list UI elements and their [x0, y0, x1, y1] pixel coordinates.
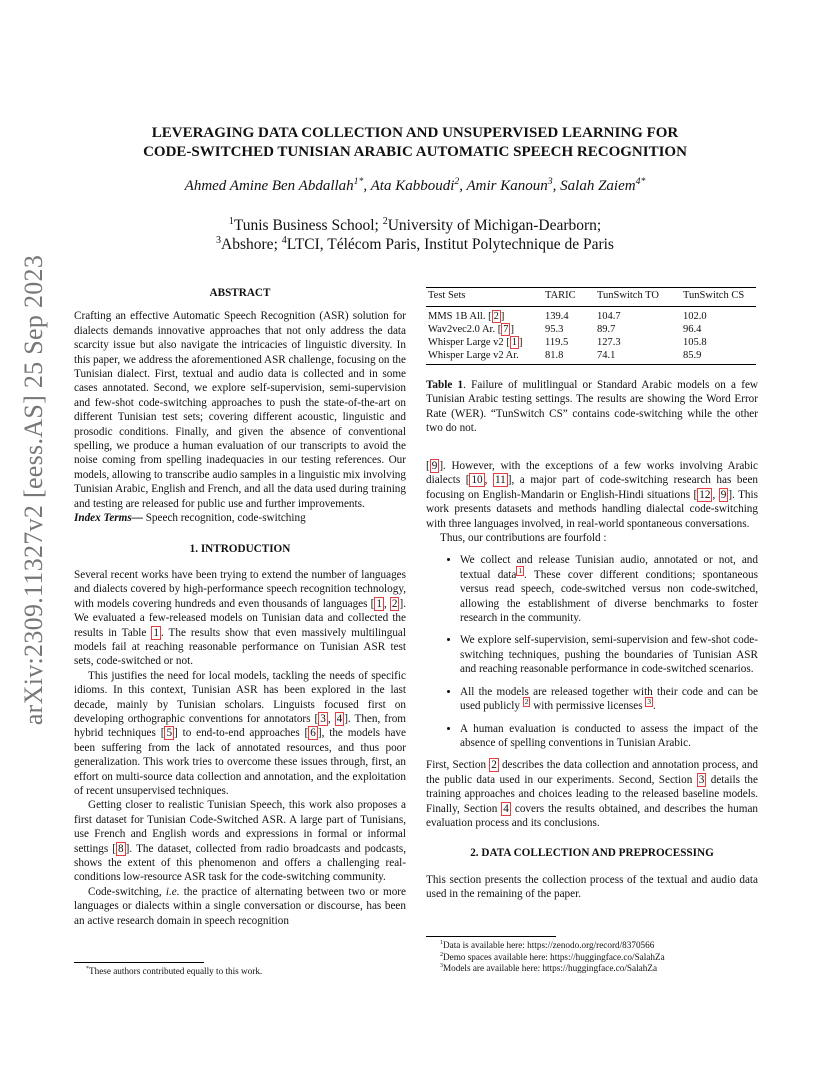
affiliation-name: University of Michigan-Dearborn;	[387, 217, 602, 234]
affiliation-mark: 1	[228, 215, 234, 227]
footnote-link[interactable]: 2	[524, 698, 529, 707]
footnote-rule	[426, 936, 556, 937]
author-mark: 3	[547, 176, 553, 187]
section-2-heading: 2. DATA COLLECTION AND PREPROCESSING	[470, 847, 714, 860]
author-list: Ahmed Amine Ben Abdallah$^{1*}$, Ata Kabboudi$^2$, Amir Kanoun$^3$, Salah Zaiem$^{4*}$	[184, 176, 646, 194]
wer-cell: 95.3	[545, 324, 564, 335]
wer-cell: 96.4	[683, 324, 702, 335]
citation-link[interactable]: 6	[310, 727, 316, 740]
footnote-3: $^3$Models are available here: https://huggingface.co/SalahZa	[440, 962, 658, 973]
wer-cell: 81.8	[543, 349, 595, 365]
index-terms	[74, 511, 406, 525]
paper-title	[90, 124, 740, 162]
section-ref-link[interactable]: 2	[491, 759, 497, 772]
arxiv-id: arXiv:2309.11327v2 [eess.AS] 25 Sep 2023	[19, 254, 48, 726]
wer-cell: 102.0	[683, 311, 707, 322]
citation-link[interactable]: 2	[493, 311, 499, 322]
model-name-cell: Whisper Large v2 Ar.	[426, 349, 543, 365]
body-paragraph-3: First, Section 2 describes the data collection and annotation process, and the public data used in our experiments. Second, Section 3 details the training approaches and choices leading to the released baseline models. Finally, Section 4 covers the results obtained, and describes the human evaluation process and its conclusions.	[426, 759, 759, 829]
citation-link[interactable]: 9	[431, 460, 438, 472]
citation-link[interactable]: 10	[471, 474, 483, 487]
affiliation-mark: 4	[281, 234, 287, 246]
title-line-1: LEVERAGING DATA COLLECTION AND UNSUPERVISED LEARNING FOR	[151, 125, 679, 141]
contributions-list	[426, 553, 758, 750]
table-row	[426, 307, 756, 324]
intro-paragraph-2: This justifies the need for local models, tackling the needs of specific idioms. In this context, Tunisian ASR has been explored in the last decade, mainly by Tunisian scholars. Linguists focused first on developing orthographic conventions for annotators [ 3 , 4 ]. Then, from hybrid techniques [ 5 ] to end-to-end approaches [ 6 ], the models have been suffering from the lack of annotated resources, and thus poor generalization. This work tries to overcome these issues through, first, an effort on multi-source data collection and annotation, and the exploitation of recent unsupervised techniques.	[74, 669, 406, 797]
abstract-heading: ABSTRACT	[209, 287, 271, 299]
affiliation-name: LTCI, Télécom Paris, Institut Polytechnique de Paris	[286, 236, 614, 253]
left-column	[74, 286, 406, 928]
table-row	[426, 323, 756, 336]
affiliation-mark: 2	[382, 215, 388, 227]
wer-cell: 104.7	[597, 311, 621, 322]
intro-heading: 1. INTRODUCTION	[189, 542, 291, 555]
section-ref-link[interactable]: 3	[698, 773, 705, 786]
list-item: • We explore self-supervision, semi-supervision and few-shot code-switching techniques, pushing the boundaries of Tunisian ASR and reaching reasonable performance in code-switched scenarios.	[460, 633, 758, 676]
affiliation-name: Abshore;	[221, 236, 278, 253]
footnote-authors: *These authors contributed equally to this work.	[86, 965, 263, 976]
wer-cell: 89.7	[597, 324, 616, 335]
section-2-text: This section presents the collection process of the textual and audio data used in the remaining of the paper.	[426, 873, 758, 901]
citation-link[interactable]: 9	[720, 488, 727, 501]
right-column-body	[426, 459, 758, 902]
wer-cell: 139.4	[545, 311, 569, 322]
column-header: TARIC	[543, 288, 595, 307]
column-header: Test Sets	[426, 288, 543, 307]
list-item: • All the models are released together with their code and can be used publicly $^2$ with permissive licenses $^3$ .	[460, 685, 758, 714]
citation-link[interactable]: 5	[166, 727, 173, 740]
footnote-1: $^1$Data is available here: https://zenodo.org/record/8370566	[440, 939, 655, 950]
author-mark: 1*	[353, 176, 364, 187]
wer-cell: 105.8	[683, 337, 707, 348]
author-name: Amir Kanoun	[466, 178, 548, 194]
index-terms-label: Index Terms—	[74, 512, 143, 525]
footnote-link[interactable]: 3	[647, 698, 652, 707]
body-paragraph-2: Thus, our contributions are fourfold :	[440, 532, 607, 545]
model-name-cell: MMS 1B All. [ 2 ]	[428, 311, 505, 322]
arxiv-sidebar-stamp	[14, 254, 54, 726]
table-row	[426, 336, 756, 349]
title-line-2: CODE-SWITCHED TUNISIAN ARABIC AUTOMATIC SPEECH RECOGNITION	[143, 144, 687, 160]
index-terms-value: Speech recognition, code-switching	[145, 512, 306, 525]
column-header: TunSwitch TO	[595, 288, 681, 307]
footnote-link[interactable]: 1	[518, 567, 523, 576]
list-item: • We collect and release Tunisian audio, annotated or not, and textual data $^1$ . These cover different conditions; spontaneous versus read speech, code-switched versus non code-switched, allowing the establishment of diverse benchmarks to foster research in the community.	[460, 553, 758, 625]
wer-cell: 127.3	[597, 337, 621, 348]
footnote-2: $^2$Demo spaces available here: https://huggingface.co/SalahZa	[440, 951, 665, 962]
intro-paragraph-3: Getting closer to realistic Tunisian Speech, this work also proposes a first dataset for Tunisian Code-Switched ASR. A large part of Tunisians, use French and English words and expressions in formal or informal settings [ 8 ]. The dataset, collected from radio broadcasts and podcasts, shows the extent of this phenomenon and offers a challenging real-conditions low-resource ASR task for the code-switching community.	[74, 799, 406, 884]
wer-cell: 85.9	[681, 349, 756, 365]
affiliation-mark: 3	[216, 234, 222, 246]
table-row	[426, 349, 756, 365]
section-ref-link[interactable]: 4	[503, 802, 509, 815]
affiliations	[90, 216, 740, 254]
wer-cell: 74.1	[595, 349, 681, 365]
citation-link[interactable]: 11	[494, 474, 506, 487]
table-header-row	[426, 288, 756, 307]
affiliation-line-1	[90, 216, 740, 235]
model-name-cell: Wav2vec2.0 Ar. [ 7 ]	[428, 324, 514, 335]
citation-link[interactable]: 4	[336, 712, 343, 725]
citation-link[interactable]: 1	[376, 597, 382, 610]
footnotes	[440, 940, 760, 975]
citation-link[interactable]: 12	[699, 488, 711, 501]
affiliation-line-2	[90, 235, 740, 254]
intro-paragraph-4: Code-switching, i.e. the practice of alternating between two or more languages or dialects within a single conversation or discourse, has been an active research domain in speech recognition	[74, 885, 406, 927]
author-mark: 2	[454, 176, 460, 187]
model-name-cell: Whisper Large v2 [ 1 ]	[428, 337, 523, 348]
caption-label: Table 1	[426, 379, 464, 391]
author-name: Ata Kabboudi	[370, 178, 455, 194]
body-paragraph-1: [ 9 ]. However, with the exceptions of a few works involving Arabic dialects [ 10 , 11 ], a major part of code-switching research has been focusing on English-Mandarin or English-Hindi situations [ 12 , 9 ]. This work presents datasets and methods handling dialectal code-switching with three languages involved, in real-world spontaneous conversations.	[426, 460, 758, 530]
author-mark: 4*	[635, 176, 646, 187]
abstract-text: Crafting an effective Automatic Speech Recognition (ASR) solution for dialects demands innovative approaches that not only address the data scarcity issue but also navigate the intricacies of linguistic diversity. In this paper, we address the aforementioned ASR challenge, focusing on the Tunisian dialect. First, textual and audio data is collected and in some cases annotated. Second, we explore self-supervision, semi-supervision and few-shot code-switching approaches to push the state-of-the-art on different Tunisian test sets; covering different acoustic, linguistic and prosodic conditions. Finally, and given the absence of conventional spelling, we produce a human evaluation of our transcripts to avoid the noise coming from spelling inadequacies in our testing references. Our models, allowing to transcribe audio samples in a linguistic mix involving Tunisian Arabic, English and French, and all the data used during training and testing are released for public use and further improvements.	[74, 310, 406, 510]
wer-cell: 119.5	[545, 337, 569, 348]
citation-link[interactable]: 7	[503, 324, 509, 335]
results-table	[426, 287, 756, 365]
intro-paragraph-1: Several recent works have been trying to extend the number of languages and dialects covered by high-performance speech recognition technology, with models covering hundreds and even thousands of languages [ 1 , 2 ]. We evaluated a few-released models on Tunisian data and collected the results in Table 1 . The results show that even massively multilingual models fail at reaching reasonable performance on Tunisian ASR test sets, code-switched or not.	[74, 568, 406, 668]
caption-text: . Failure of mulitlingual or Standard Arabic models on a few Tunisian Arabic testing settings. The results are showing the Word Error Rate (WER). “TunSwitch CS” contains code-switching while the other two do not.	[426, 379, 758, 435]
footnote-rule	[74, 962, 204, 963]
affiliation-name: Tunis Business School;	[233, 217, 379, 234]
list-item: • A human evaluation is conducted to assess the impact of the absence of spelling conventions in Tunisian Arabic.	[460, 722, 758, 751]
citation-link[interactable]: 1	[511, 337, 517, 348]
author-name: Salah Zaiem	[560, 178, 636, 194]
table-ref-link[interactable]: 1	[153, 626, 159, 639]
citation-link[interactable]: 8	[118, 842, 124, 855]
table-caption	[426, 378, 758, 436]
citation-link[interactable]: 3	[320, 712, 326, 725]
citation-link[interactable]: 2	[391, 597, 398, 610]
column-header: TunSwitch CS	[681, 288, 756, 307]
author-name: Ahmed Amine Ben Abdallah	[184, 178, 354, 194]
